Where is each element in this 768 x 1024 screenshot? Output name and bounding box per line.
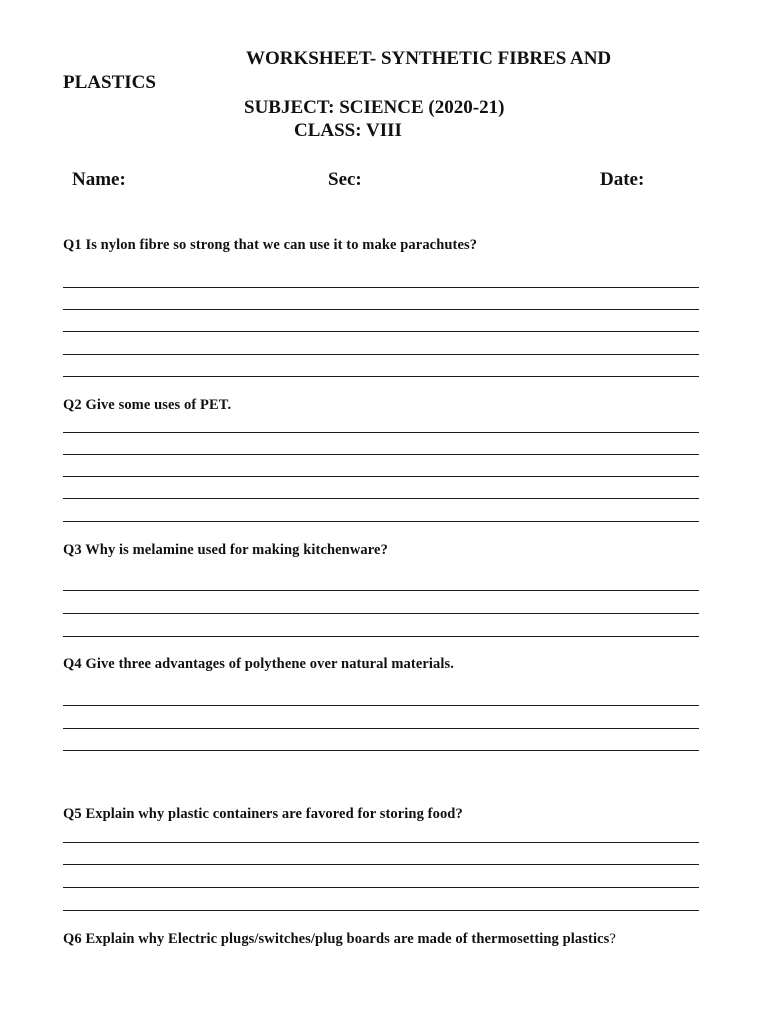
question-6-text: Q6 Explain why Electric plugs/switches/plug boards are made of thermosetting plastics	[63, 931, 610, 947]
question-6-mark: ?	[609, 931, 616, 947]
answer-line[interactable]	[63, 590, 699, 591]
answer-line[interactable]	[63, 728, 699, 729]
answer-line[interactable]	[63, 521, 699, 522]
question-6	[63, 931, 616, 948]
answer-line[interactable]	[63, 331, 699, 332]
answer-line[interactable]	[63, 750, 699, 751]
question-4: Q4 Give three advantages of polythene over natural materials.	[63, 656, 454, 672]
class-heading: CLASS: VIII	[294, 120, 402, 141]
answer-line[interactable]	[63, 287, 699, 288]
answer-line[interactable]	[63, 864, 699, 865]
answer-line[interactable]	[63, 376, 699, 377]
question-3: Q3 Why is melamine used for making kitchenware?	[63, 542, 388, 558]
answer-line[interactable]	[63, 354, 699, 355]
answer-line[interactable]	[63, 705, 699, 706]
answer-line[interactable]	[63, 454, 699, 455]
answer-line[interactable]	[63, 476, 699, 477]
answer-line[interactable]	[63, 309, 699, 310]
worksheet-title-line1: WORKSHEET- SYNTHETIC FIBRES AND	[246, 48, 612, 69]
answer-line[interactable]	[63, 613, 699, 614]
sec-label: Sec:	[328, 169, 362, 190]
date-label: Date:	[600, 169, 645, 190]
answer-line[interactable]	[63, 432, 699, 433]
answer-line[interactable]	[63, 910, 699, 911]
name-label: Name:	[72, 169, 126, 190]
question-2: Q2 Give some uses of PET.	[63, 397, 232, 413]
answer-line[interactable]	[63, 887, 699, 888]
question-1: Q1 Is nylon fibre so strong that we can use it to make parachutes?	[63, 237, 478, 253]
question-5: Q5 Explain why plastic containers are favored for storing food?	[63, 806, 463, 822]
subject-heading: SUBJECT: SCIENCE (2020-21)	[244, 97, 505, 118]
answer-line[interactable]	[63, 498, 699, 499]
worksheet-title-line2: PLASTICS	[63, 72, 156, 93]
answer-line[interactable]	[63, 636, 699, 637]
answer-line[interactable]	[63, 842, 699, 843]
